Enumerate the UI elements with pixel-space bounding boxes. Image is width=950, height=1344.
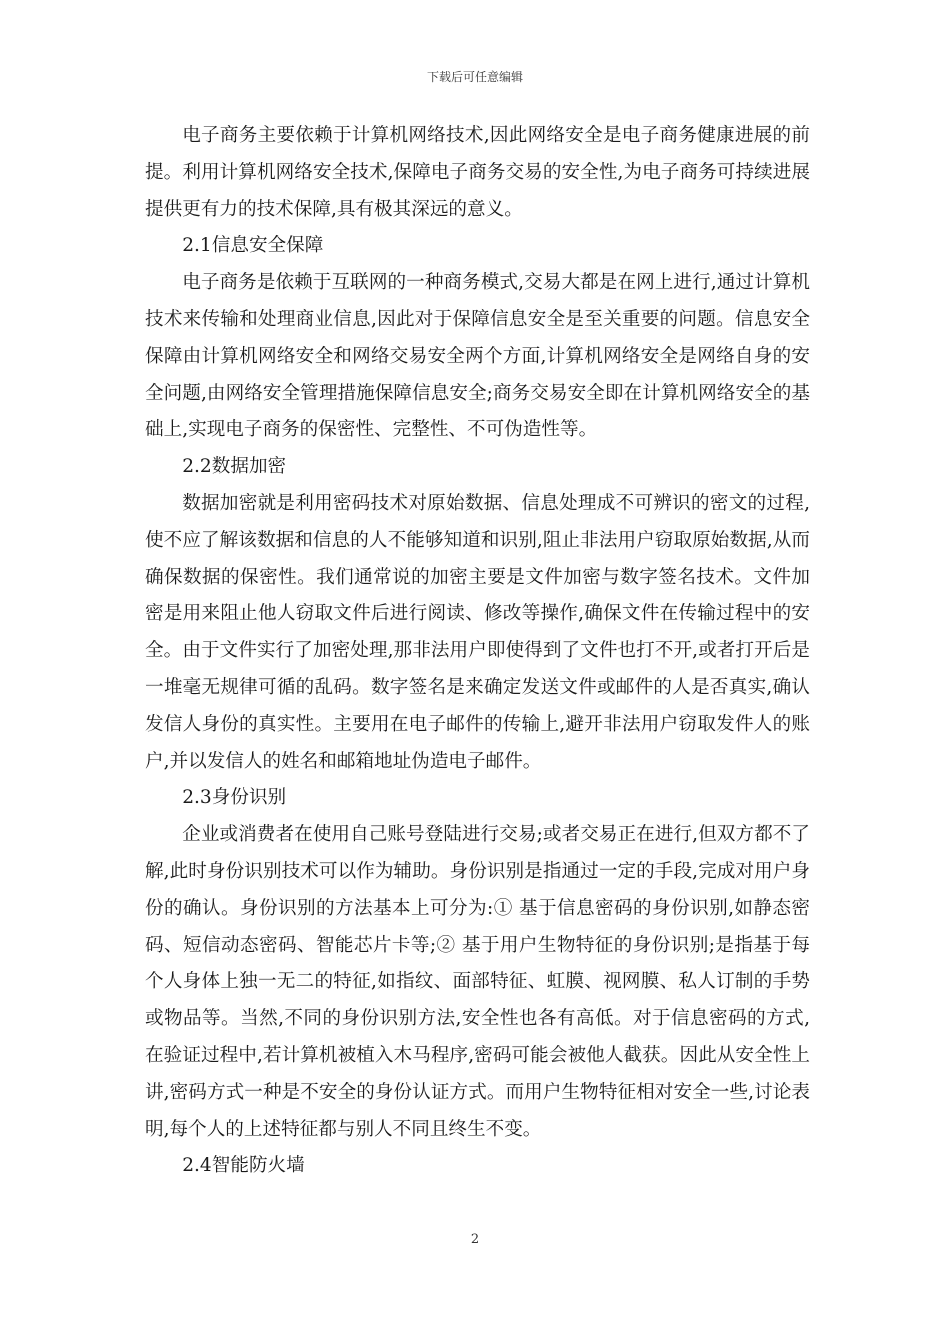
- section-heading-2-1: 2.1信息安全保障: [182, 235, 324, 257]
- document-body: [145, 118, 810, 1185]
- page-number: 2: [470, 1232, 480, 1247]
- section-paragraph-2-2: 数据加密就是利用密码技术对原始数据、信息处理成不可辨识的密文的过程,使不应了解该数据和信息的人不能够知道和识别,阻止非法用户窃取原始数据,从而确保数据的保密性。我们通常说的加密主要是文件加密与数字签名技术。文件加密是用来阻止他人窃取文件后进行阅读、修改等操作,确保文件在传输过程中的安全。由于文件实行了加密处理,那非法用户即使得到了文件也打不开,或者打开后是一堆毫无规律可循的乱码。数字签名是来确定发送文件或邮件的人是否真实,确认发信人身份的真实性。主要用在电子邮件的传输上,避开非法用户窃取发件人的账户,并以发信人的姓名和邮箱地址伪造电子邮件。: [145, 492, 810, 772]
- section-paragraph-2-1: 电子商务是依赖于互联网的一种商务模式,交易大都是在网上进行,通过计算机技术来传输和处理商业信息,因此对于保障信息安全是至关重要的问题。信息安全保障由计算机网络安全和网络交易安全两个方面,计算机网络安全是网络自身的安全问题,由网络安全管理措施保障信息安全;商务交易安全即在计算机网络安全的基础上,实现电子商务的保密性、完整性、不可伪造性等。: [145, 272, 810, 441]
- section-paragraph-2-3: 企业或消费者在使用自己账号登陆进行交易;或者交易正在进行,但双方都不了解,此时身份识别技术可以作为辅助。身份识别是指通过一定的手段,完成对用户身份的确认。身份识别的方法基本上可分为:① 基于信息密码的身份识别,如静态密码、短信动态密码、智能芯片卡等;② 基于用户生物特征的身份识别;是指基于每个人身体上独一无二的特征,如指纹、面部特征、虹膜、视网膜、私人订制的手势或物品等。当然,不同的身份识别方法,安全性也各有高低。对于信息密码的方式,在验证过程中,若计算机被植入木马程序,密码可能会被他人截获。因此从安全性上讲,密码方式一种是不安全的身份认证方式。而用户生物特征相对安全一些,讨论表明,每个人的上述特征都与别人不同且终生不变。: [145, 824, 810, 1140]
- section-heading-2-4: 2.4智能防火墙: [182, 1155, 305, 1177]
- section-heading-2-2: 2.2数据加密: [182, 456, 287, 478]
- section-heading-2-3: 2.3身份识别: [182, 787, 287, 809]
- intro-paragraph: 电子商务主要依赖于计算机网络技术,因此网络安全是电子商务健康进展的前提。利用计算机网络安全技术,保障电子商务交易的安全性,为电子商务可持续进展提供更有力的技术保障,具有极其深远的意义。: [145, 125, 810, 220]
- page-header: 下载后可任意编辑: [426, 70, 523, 84]
